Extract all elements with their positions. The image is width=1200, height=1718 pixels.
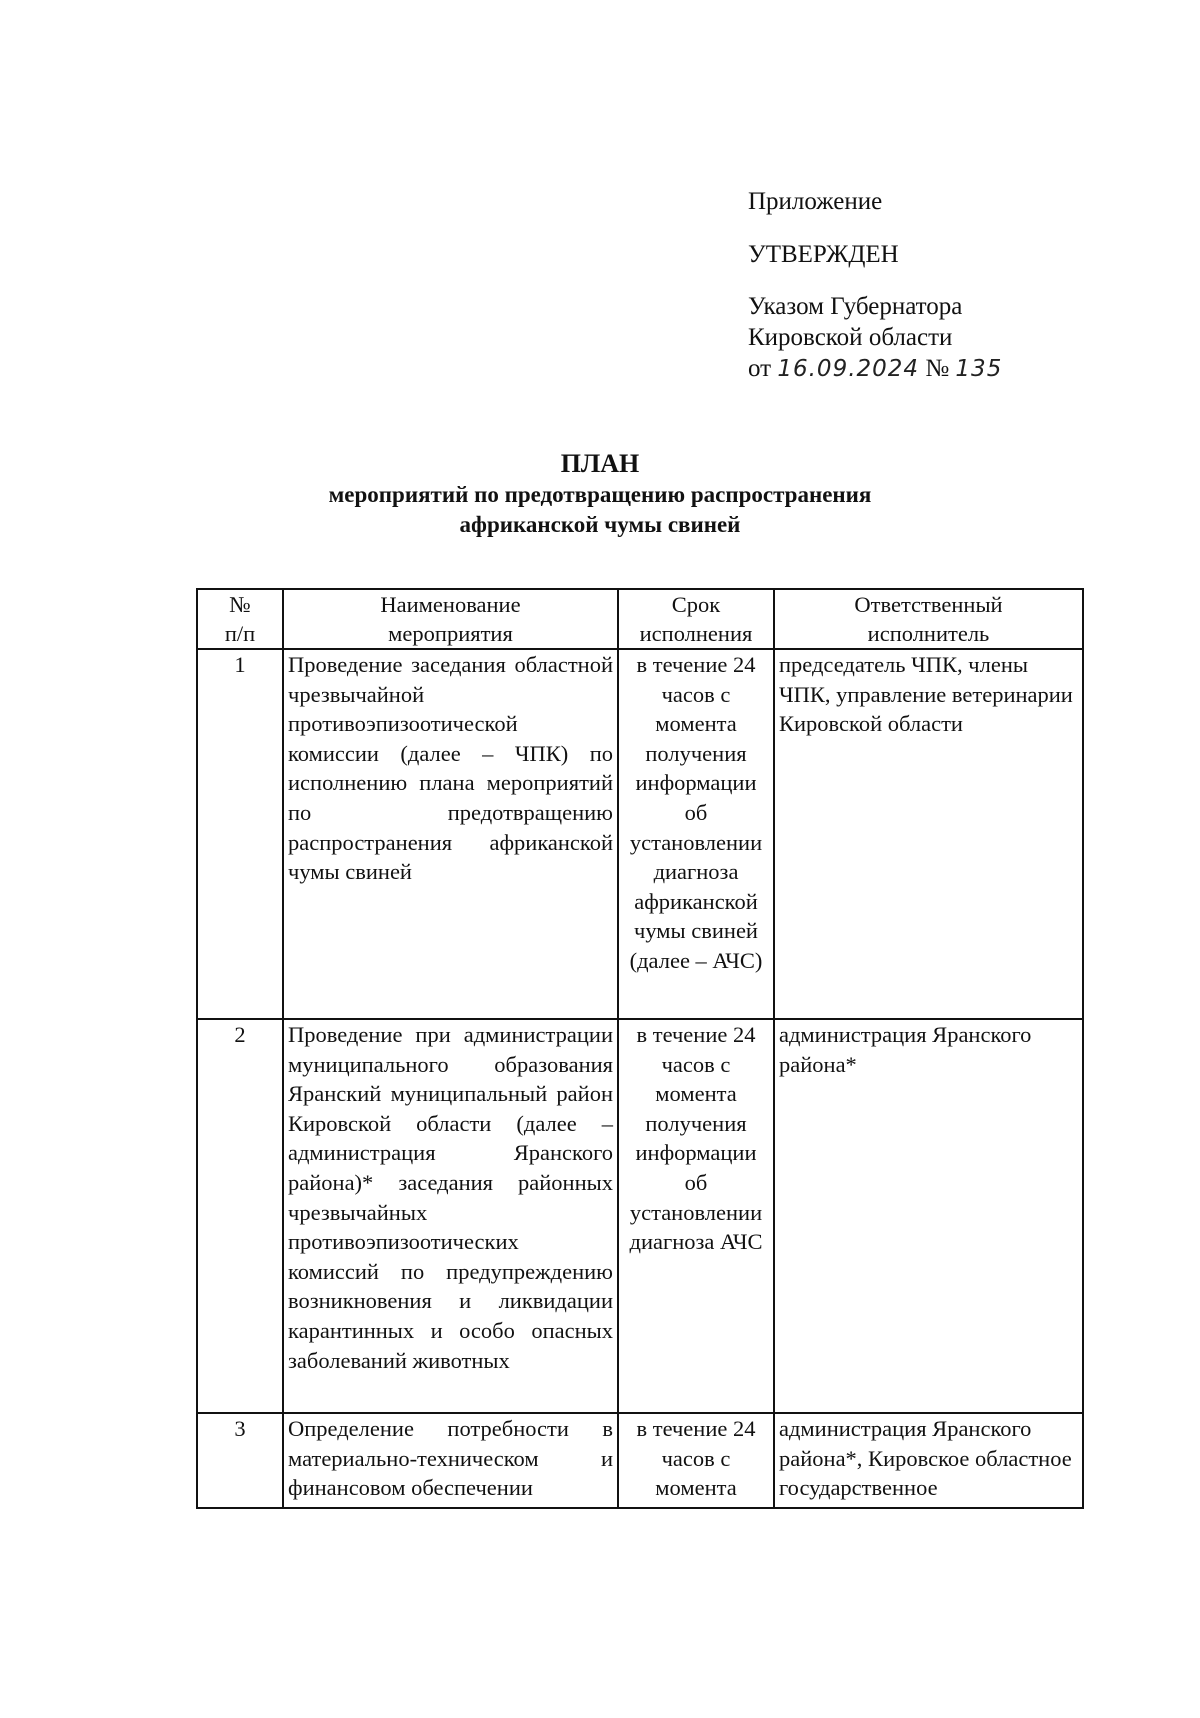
row-number: 3 bbox=[197, 1413, 283, 1508]
table-header-row bbox=[197, 589, 1083, 649]
header-term-line-2: исполнения bbox=[639, 621, 753, 646]
document-title bbox=[0, 448, 1200, 540]
approved-label: УТВЕРЖДЕН bbox=[748, 241, 899, 268]
header-name-line-1: Наименование bbox=[380, 592, 521, 617]
title-line-1: мероприятий по предотвращению распространения bbox=[328, 482, 872, 507]
number-prefix: № bbox=[925, 355, 950, 382]
header-number-line-1: № bbox=[229, 592, 251, 617]
table-row bbox=[197, 1019, 1083, 1413]
date-prefix: от bbox=[748, 355, 772, 382]
row-responsible: администрация Яранского района*, Кировское областное государственное bbox=[774, 1413, 1083, 1508]
decree-line-2: Кировской области bbox=[748, 324, 953, 351]
table-row bbox=[197, 649, 1083, 1019]
row-responsible: председатель ЧПК, члены ЧПК, управление ветеринарии Кировской области bbox=[774, 649, 1083, 1019]
title-line-2: африканской чумы свиней bbox=[459, 512, 741, 537]
header-responsible bbox=[774, 589, 1083, 649]
header-responsible-line-2: исполнитель bbox=[867, 621, 990, 646]
row-term: в течение 24 часов с момента получения информации об установлении диагноза АЧС bbox=[618, 1019, 774, 1413]
appendix-label: Приложение bbox=[748, 188, 883, 215]
table-row bbox=[197, 1413, 1083, 1508]
handwritten-number: 135 bbox=[955, 356, 1003, 382]
row-name: Определение потребности в материально-техническом и финансовом обеспечении bbox=[283, 1413, 618, 1508]
handwritten-date: 16.09.2024 bbox=[777, 356, 920, 382]
decree-date-line bbox=[748, 353, 1002, 385]
decree-line-1: Указом Губернатора bbox=[748, 293, 963, 320]
row-term: в течение 24 часов с момента получения информации об установлении диагноза африканской чумы свиней (далее – АЧС) bbox=[618, 649, 774, 1019]
title-main: ПЛАН bbox=[560, 449, 640, 478]
row-responsible: администрация Яранского района* bbox=[774, 1019, 1083, 1413]
header-number bbox=[197, 589, 283, 649]
header-name bbox=[283, 589, 618, 649]
approval-stamp bbox=[748, 186, 1002, 385]
plan-table bbox=[196, 588, 1084, 1509]
row-name: Проведение заседания областной чрезвычайной противоэпизоотической комиссии (далее – ЧПК) по исполнению плана мероприятий по предотвращению распространения африканской чумы свиней bbox=[283, 649, 618, 1019]
header-term-line-1: Срок bbox=[671, 592, 721, 617]
row-number: 1 bbox=[197, 649, 283, 1019]
header-name-line-2: мероприятия bbox=[388, 621, 513, 646]
header-number-line-2: п/п bbox=[224, 621, 256, 646]
row-term: в течение 24 часов с момента bbox=[618, 1413, 774, 1508]
header-term bbox=[618, 589, 774, 649]
row-number: 2 bbox=[197, 1019, 283, 1413]
header-responsible-line-1: Ответственный bbox=[854, 592, 1003, 617]
row-name: Проведение при администрации муниципального образования Яранский муниципальный район Кировской области (далее – администрация Яранского района)* заседания районных чрезвычайных противоэпизоотических комиссий по предупреждению возникновения и ликвидации карантинных и особо опасных заболеваний животных bbox=[283, 1019, 618, 1413]
